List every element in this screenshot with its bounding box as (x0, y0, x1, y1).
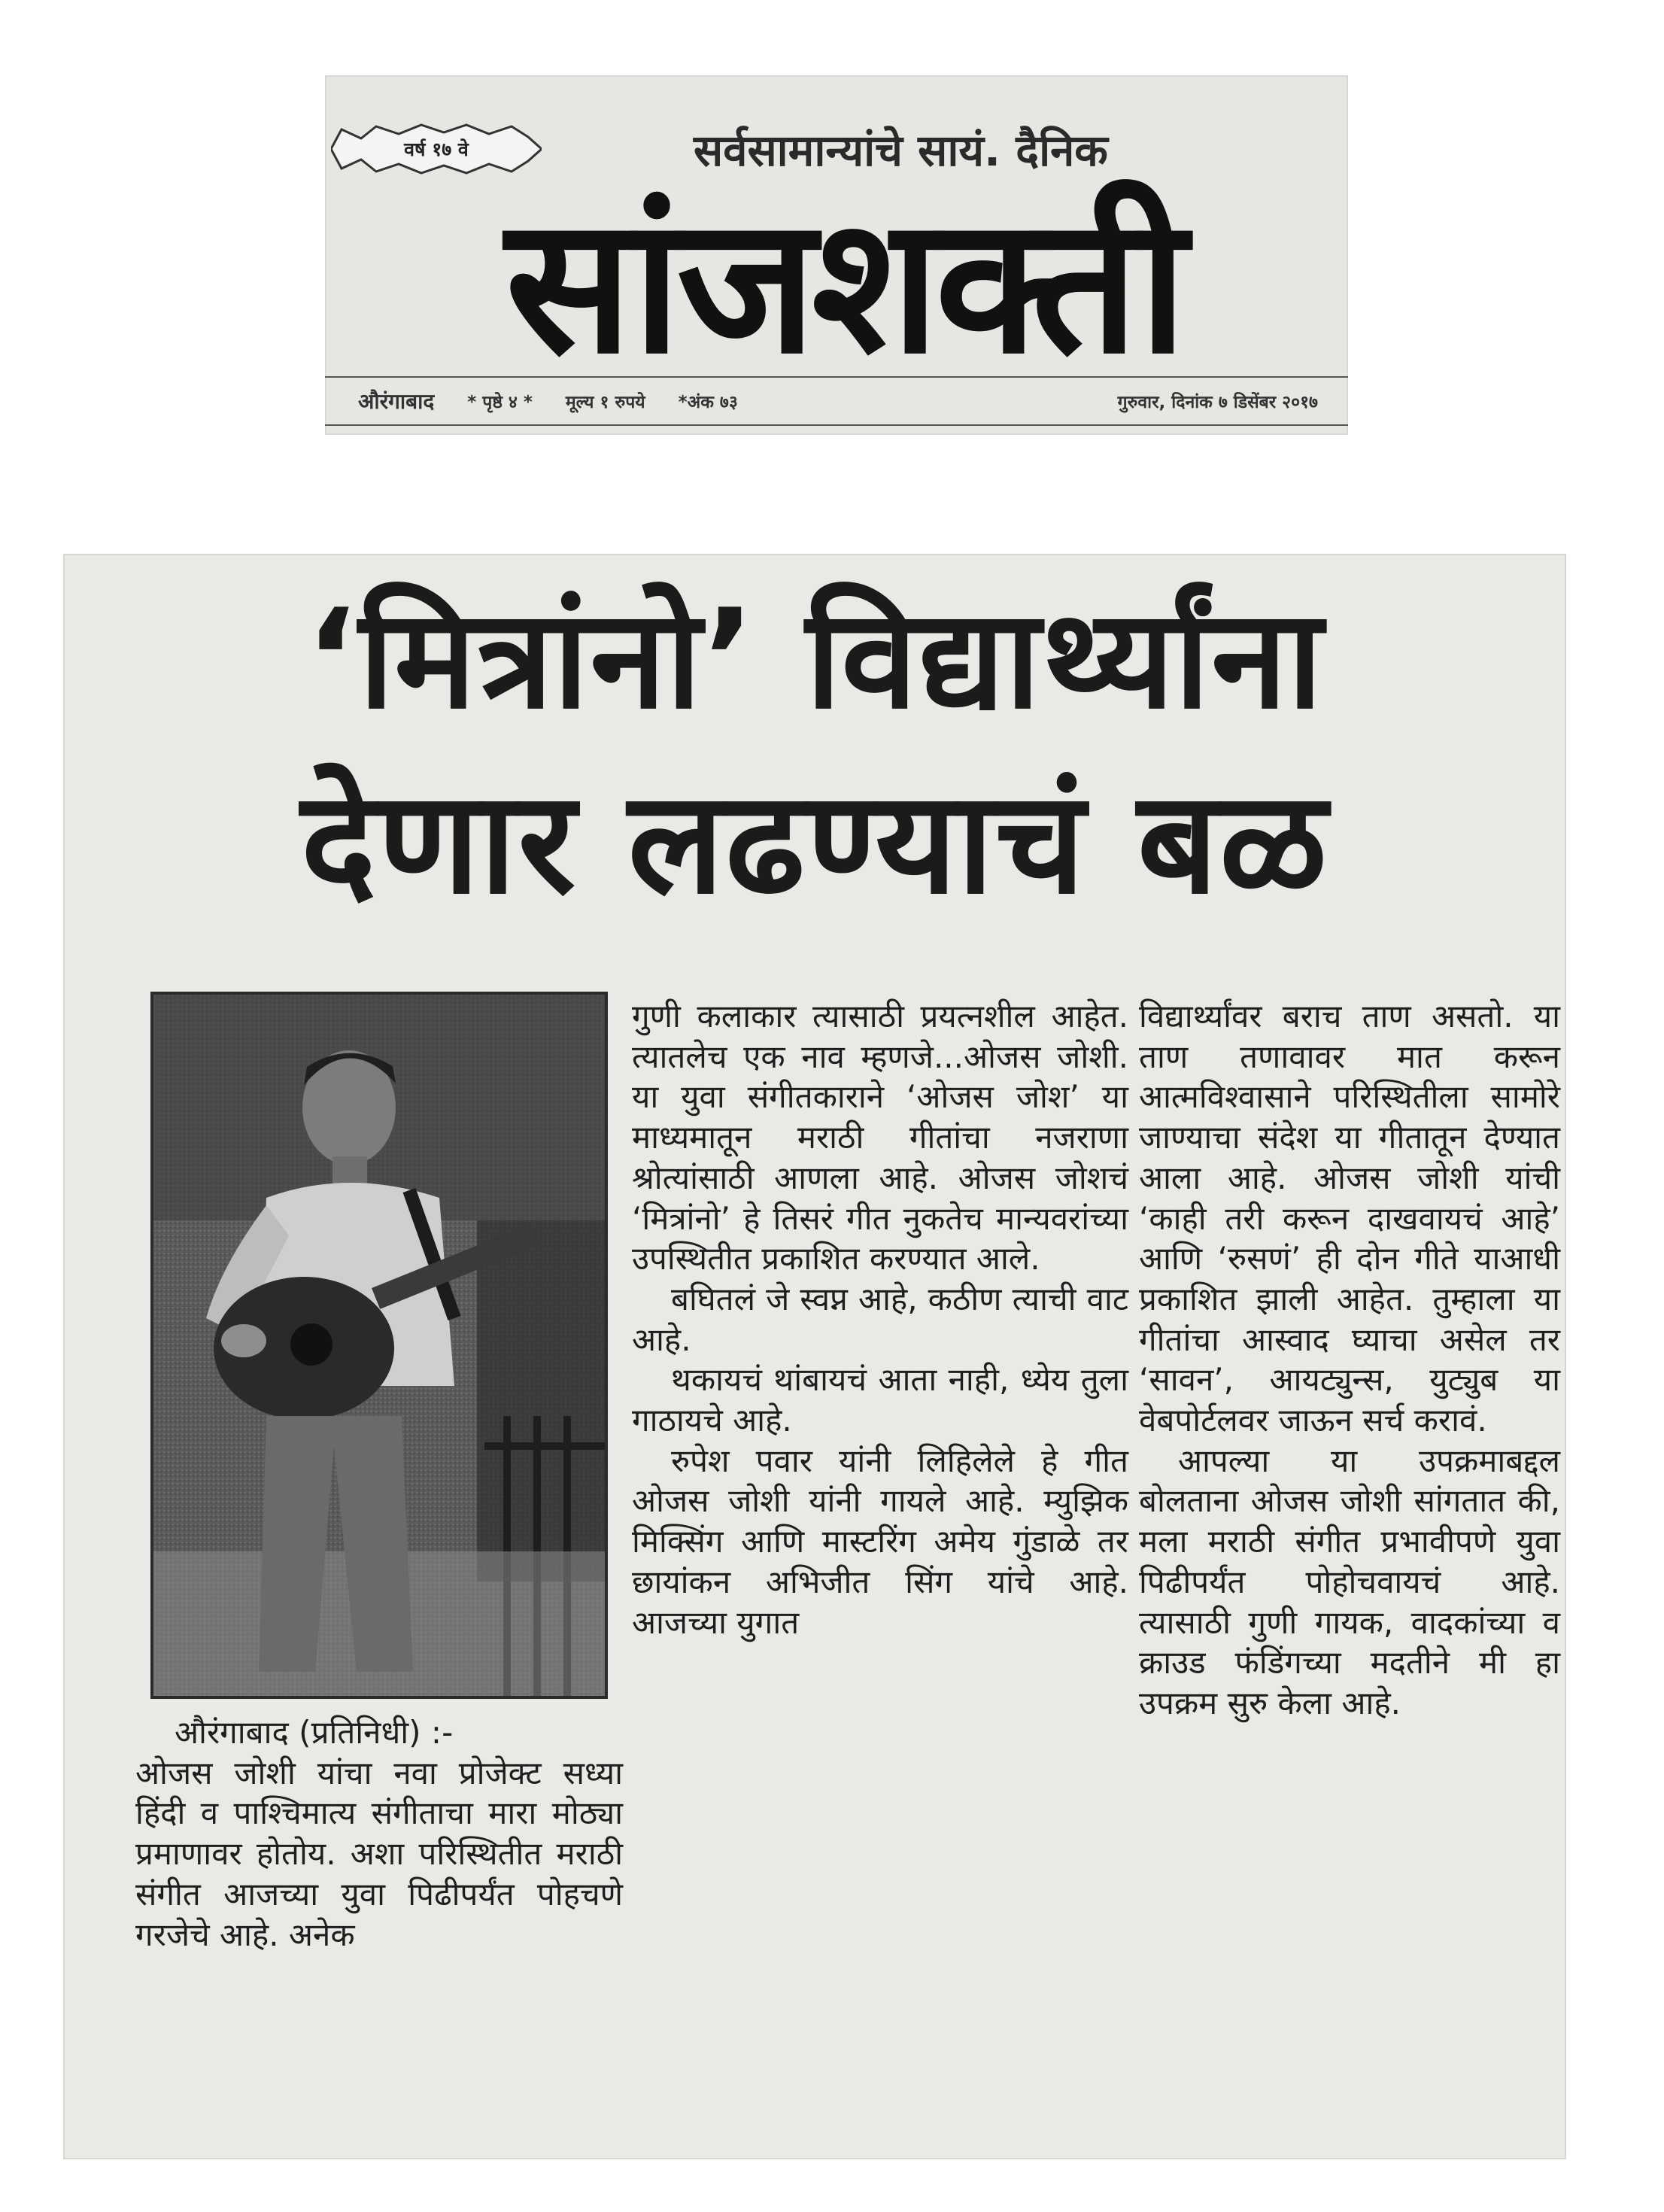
headline-line-1: ‘मित्रांनो’ विद्यार्थ्यांना (305, 579, 1325, 739)
song-lyrics-line-1: बघितलं जे स्वप्न आहे, कठीण त्याची वाट आहे. (632, 1280, 1128, 1358)
masthead-tagline: सर्वसामान्यांचे सायं. दैनिक (694, 125, 1108, 176)
column-3-paragraph-2: आपल्या या उपक्रमाबद्दल बोलताना ओजस जोशी सांगतात की, मला मराठी संगीत प्रभावीपणे युवा पिढीपर्यंत पोहोचवायचं आहे. त्यासाठी गुणी गायक, वादकांच्या व क्राउड फंडिंगच्या मदतीने मी हा उपक्रम सुरु केला आहे. (1139, 1442, 1560, 1721)
article-column-3 (1139, 996, 1560, 1724)
newspaper-masthead (325, 75, 1348, 435)
year-badge-label: वर्ष १७ वे (404, 138, 469, 160)
headline (63, 554, 1566, 945)
article-column-1 (135, 1712, 623, 1955)
song-lyrics-line-2: थकायचं थांबायचं आता नाही, ध्येय तुला गाठायचे आहे. (632, 1361, 1128, 1439)
issue-date: गुरुवार, दिनांक ७ डिसेंबर २०१७ (1117, 393, 1318, 412)
dateline: औरंगाबाद (प्रतिनिधी) :- (175, 1714, 454, 1751)
column-1-text: ओजस जोशी यांचा नवा प्रोजेक्ट सध्या हिंदी व पाश्चिमात्य संगीताचा मारा मोठ्या प्रमाणावर होतोय. अशा परिस्थितीत मराठी संगीत आजच्या युवा पिढीपर्यंत पोहचणे गरजेचे आहे. अनेक (135, 1754, 623, 1953)
headline-line-2: देणार लढण्याचं बळ (300, 761, 1329, 925)
musician-photo (150, 992, 608, 1699)
news-article (63, 554, 1566, 2159)
edition-city: औरंगाबाद (358, 389, 435, 414)
article-column-2 (632, 996, 1128, 1642)
page-count: * पृष्ठे ४ * (467, 393, 533, 412)
issue-number: *अंक ७३ (678, 393, 738, 412)
newspaper-name: सांजशक्ती (505, 176, 1183, 395)
guitarist-image (153, 995, 605, 1696)
column-2-paragraph-4: रुपेश पवार यांनी लिहिलेले हे गीत ओजस जोशी यांनी गायले आहे. म्युझिक मिक्सिंग आणि मास्टरिंग अमेय गुंडाळे तर छायांकन अभिजीत सिंग यांचे आहे. आजच्या युगात (632, 1442, 1128, 1641)
year-badge (331, 123, 542, 175)
masthead-info-strip (325, 376, 1348, 426)
price: मूल्य १ रुपये (565, 393, 645, 412)
column-3-paragraph-1: विद्यार्थ्यांवर बराच ताण असतो. या ताण तणावावर मात करून आत्मविश्वासाने परिस्थितीला सामोरे जाण्याचा संदेश या गीतातून देण्यात आला आहे. ओजस जोशी यांची ‘काही तरी करून दाखवायचं आहे’ आणि ‘रुसणं’ ही दोन गीते याआधी प्रकाशित झाली आहेत. तुम्हाला या गीतांचा आस्वाद घ्याचा असेल तर ‘सावन’, आयट्युन्स, युट्युब या वेबपोर्टलवर जाऊन सर्च करावं. (1139, 998, 1560, 1439)
column-2-paragraph-1: गुणी कलाकार त्यासाठी प्रयत्नशील आहेत. त्यातलेच एक नाव म्हणजे...ओजस जोशी. या युवा संगीतकाराने ‘ओजस जोश’ या माध्यमातून मराठी गीतांचा नजराणा श्रोत्यांसाठी आणला आहे. ओजस जोशचं ‘मित्रांनो’ हे तिसरं गीत नुकतेच मान्यवरांच्या उपस्थितीत प्रकाशित करण्यात आले. (632, 998, 1128, 1278)
